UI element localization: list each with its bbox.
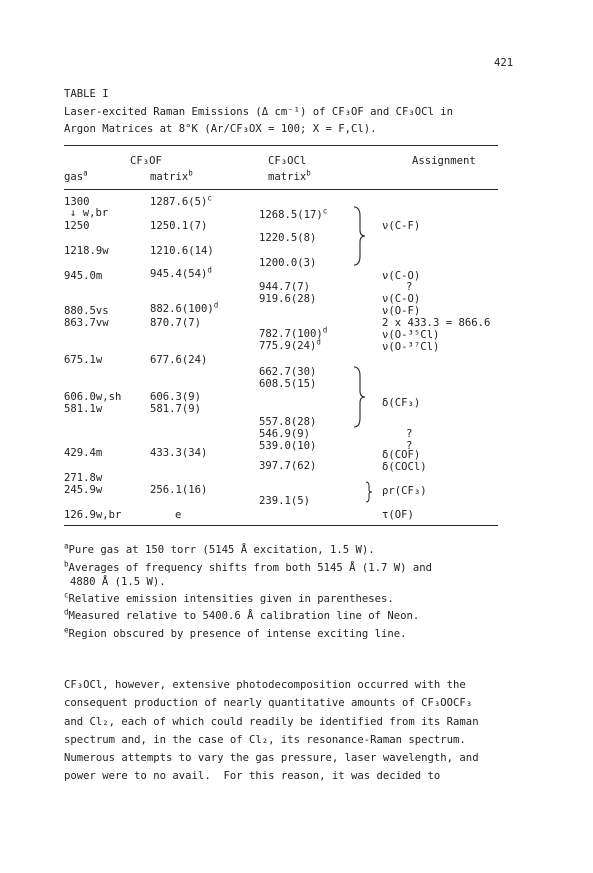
footnote-e: $^e$Region obscured by presence of intense exciting line. xyxy=(64,625,407,640)
table-bottom-rule xyxy=(64,525,498,526)
cell-assignment: ? xyxy=(406,440,413,452)
body-line: spectrum and, in the case of Cl₂, its resonance-Raman spectrum. xyxy=(64,734,466,746)
cell-gas: 245.9w xyxy=(64,484,103,496)
table-caption-line-2: Argon Matrices at 8°K (Ar/CF₃OX = 100; X = F,Cl). xyxy=(64,123,377,135)
table-caption-line-1: Laser-excited Raman Emissions (Δ cm⁻¹) of CF₃OF and CF₃OCl in xyxy=(64,106,454,118)
cell-gas: 945.0m xyxy=(64,270,103,282)
header-matrix-cf3ocl: matrix$^b$ xyxy=(268,168,311,183)
cell-matrix-cf3ocl: 546.9(9) xyxy=(259,428,311,440)
cell-assignment: ν(C-O) xyxy=(382,293,421,305)
cell-assignment: 2 x 433.3 = 866.6 xyxy=(382,317,491,329)
cell-matrix-cf3ocl: 239.1(5) xyxy=(259,495,311,507)
cell-matrix-cf3ocl: 397.7(62) xyxy=(259,460,317,472)
cell-gas: 429.4m xyxy=(64,447,103,459)
cell-matrix-cf3ocl: 1220.5(8) xyxy=(259,232,317,244)
cell-matrix-cf3ocl: 557.8(28) xyxy=(259,416,317,428)
table-header-rule xyxy=(64,189,498,190)
cell-gas: 606.0w,sh xyxy=(64,391,122,403)
cell-matrix-cf3of: $1287.6(5)^c$ xyxy=(150,193,212,208)
header-matrix-cf3of: matrix$^b$ xyxy=(150,168,193,183)
brace-icon xyxy=(364,481,374,503)
cell-assignment: ρr(CF₃) xyxy=(382,485,427,497)
body-line: CF₃OCl, however, extensive photodecomposition occurred with the xyxy=(64,679,466,691)
brace-icon xyxy=(352,206,366,266)
body-line: and Cl₂, each of which could readily be identified from its Raman xyxy=(64,716,479,728)
cell-matrix-cf3of: $882.6(100)^d$ xyxy=(150,300,219,315)
cell-matrix-cf3ocl: $1268.5(17)^c$ xyxy=(259,206,328,221)
cell-matrix-cf3ocl: 662.7(30) xyxy=(259,366,317,378)
header-assignment: Assignment xyxy=(412,155,476,167)
cell-matrix-cf3of: $945.4(54)^d$ xyxy=(150,265,212,280)
body-line: Numerous attempts to vary the gas pressure, laser wavelength, and xyxy=(64,752,479,764)
cell-matrix-cf3ocl: 608.5(15) xyxy=(259,378,317,390)
cell-matrix-cf3of: 1250.1(7) xyxy=(150,220,208,232)
footnote-d: $^d$Measured relative to 5400.6 Å calibration line of Neon. xyxy=(64,607,420,622)
cell-matrix-cf3ocl: 539.0(10) xyxy=(259,440,317,452)
cell-matrix-cf3ocl: $782.7(100)^d$ xyxy=(259,325,328,340)
page-number: 421 xyxy=(494,57,514,69)
body-line: consequent production of nearly quantitative amounts of CF₃OOCF₃ xyxy=(64,697,473,709)
cell-matrix-cf3of: 581.7(9) xyxy=(150,403,202,415)
cell-assignment: δ(CF₃) xyxy=(382,397,421,409)
cell-gas: 1218.9w xyxy=(64,245,109,257)
cell-matrix-cf3ocl: 919.6(28) xyxy=(259,293,317,305)
cell-gas: 271.8w xyxy=(64,472,103,484)
brace-icon xyxy=(352,366,366,428)
cell-assignment: δ(COCl) xyxy=(382,461,427,473)
cell-matrix-cf3of: e xyxy=(175,509,182,521)
cell-assignment: ? xyxy=(406,428,413,440)
cell-gas: 880.5vs xyxy=(64,305,109,317)
cell-assignment: ν(O-³⁵Cl) xyxy=(382,329,440,341)
cell-gas: ↓ w,br xyxy=(70,207,109,219)
cell-gas: 675.1w xyxy=(64,354,103,366)
cell-assignment: ? xyxy=(406,281,413,293)
cell-matrix-cf3of: 677.6(24) xyxy=(150,354,208,366)
cell-matrix-cf3of: 870.7(7) xyxy=(150,317,202,329)
cell-matrix-cf3of: 433.3(34) xyxy=(150,447,208,459)
cell-gas: 581.1w xyxy=(64,403,103,415)
cell-assignment: ν(O-³⁷Cl) xyxy=(382,341,440,353)
cell-matrix-cf3of: 606.3(9) xyxy=(150,391,202,403)
footnote-c: $^c$Relative emission intensities given in parentheses. xyxy=(64,590,394,605)
cell-matrix-cf3ocl: 1200.0(3) xyxy=(259,257,317,269)
cell-matrix-cf3ocl: 944.7(7) xyxy=(259,281,311,293)
cell-assignment: ν(C-F) xyxy=(382,220,421,232)
cell-matrix-cf3ocl: $775.9(24)^d$ xyxy=(259,337,321,352)
cell-matrix-cf3of: 1210.6(14) xyxy=(150,245,214,257)
table-label: TABLE I xyxy=(64,88,109,100)
cell-gas: 1300 xyxy=(64,196,90,208)
footnote-b-continued: 4880 Å (1.5 W). xyxy=(70,576,166,588)
table-top-rule xyxy=(64,145,498,146)
header-gas: gas$^a$ xyxy=(64,168,88,183)
cell-gas: 863.7vw xyxy=(64,317,109,329)
cell-assignment: τ(OF) xyxy=(382,509,414,521)
footnote-b: $^b$Averages of frequency shifts from both 5145 Å (1.7 W) and xyxy=(64,559,433,574)
cell-gas: 126.9w,br xyxy=(64,509,122,521)
cell-assignment: ν(C-O) xyxy=(382,270,421,282)
header-cf3of: CF₃OF xyxy=(130,155,162,167)
cell-matrix-cf3of: 256.1(16) xyxy=(150,484,208,496)
cell-gas: 1250 xyxy=(64,220,90,232)
body-line: power were to no avail. For this reason, it was decided to xyxy=(64,770,441,782)
footnote-a: $^a$Pure gas at 150 torr (5145 Å excitation, 1.5 W). xyxy=(64,541,375,556)
cell-assignment: ν(O-F) xyxy=(382,305,421,317)
cell-assignment: δ(COF) xyxy=(382,449,421,461)
header-cf3ocl: CF₃OCl xyxy=(268,155,307,167)
